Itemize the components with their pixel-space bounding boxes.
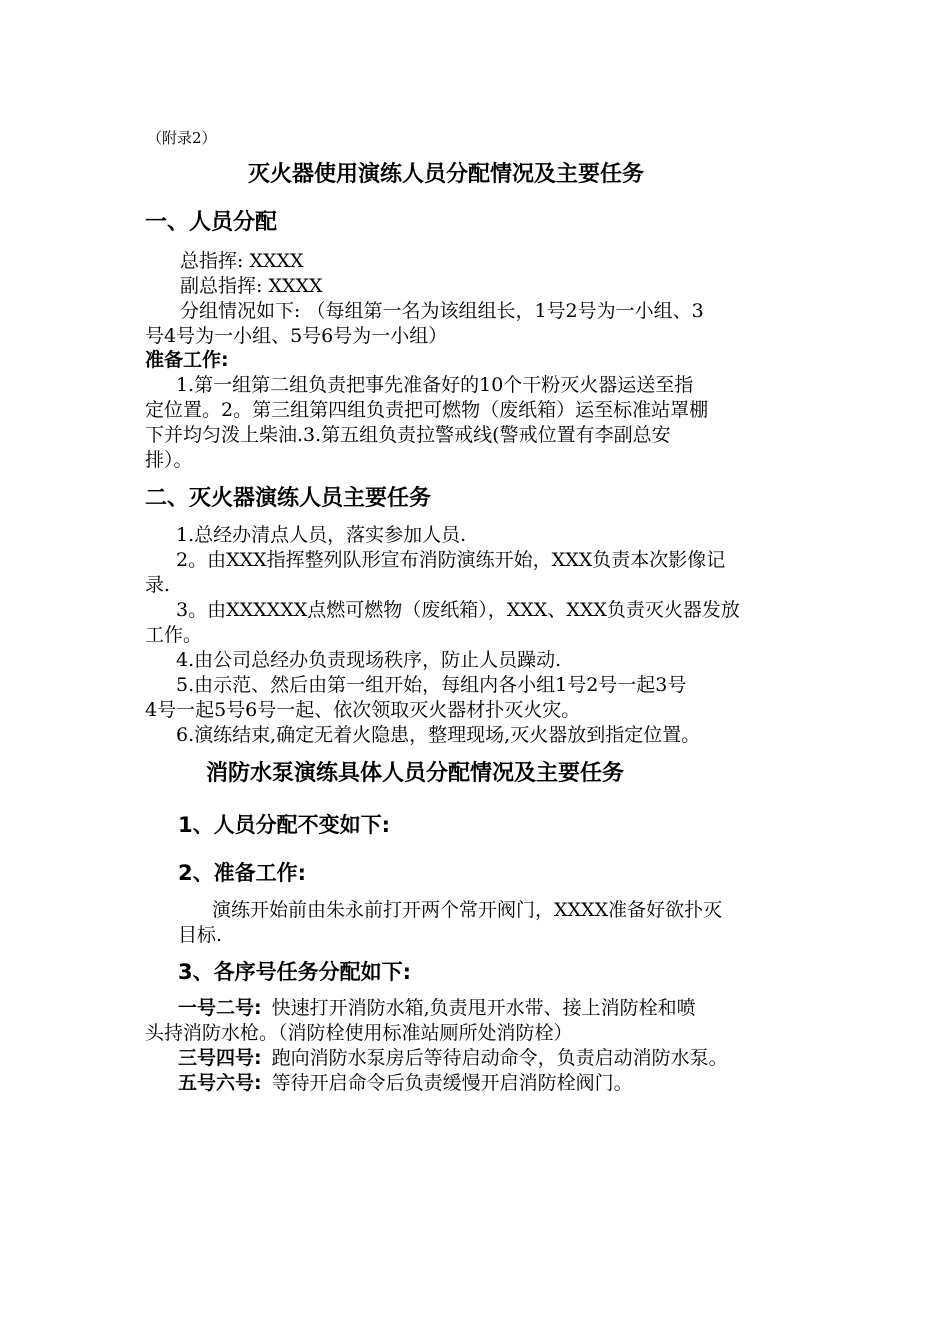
- grouping-line: 分组情况如下: （每组第一名为该组组长，1号2号为一小组、3: [180, 300, 704, 322]
- task-item: 6.演练结束,确定无着火隐患，整理现场,灭火器放到指定位置。: [176, 724, 701, 746]
- vice-commander-line: 副总指挥: XXXX: [180, 275, 323, 297]
- pump-heading-personnel: 1、人员分配不变如下:: [178, 813, 391, 837]
- assignment-text: 跑向消防水泵房后等待启动命令，负责启动消防水泵。: [271, 1047, 728, 1069]
- assignment-label: 三号四号:: [178, 1047, 262, 1069]
- prep-line: 定位置。2。第三组第四组负责把可燃物（废纸箱）运至标准站罩棚: [145, 399, 709, 421]
- pump-prep-line: 目标.: [178, 924, 223, 946]
- task-item: 5.由示范、然后由第一组开始，每组内各小组1号2号一起3号: [176, 674, 687, 696]
- assignment-label: 一号二号:: [178, 997, 262, 1019]
- pump-heading-prep: 2、准备工作:: [178, 861, 307, 885]
- assignment-row: [178, 996, 696, 1020]
- appendix-label: （附录2）: [147, 129, 217, 147]
- section-heading-personnel: 一、人员分配: [145, 210, 278, 235]
- pump-prep-line: 演练开始前由朱永前打开两个常开阀门，XXXX准备好欲扑灭: [212, 899, 723, 921]
- task-item: 录.: [145, 574, 171, 596]
- task-item: 3。由XXXXXX点燃可燃物（废纸箱），XXX、XXX负责灭火器发放: [176, 599, 740, 621]
- task-item: 4号一起5号6号一起、依次领取灭火器材扑灭火灾。: [145, 699, 581, 721]
- assignment-text: 等待开启命令后负责缓慢开启消防栓阀门。: [271, 1072, 633, 1094]
- assignment-text: 头持消防水枪。（消防栓使用标准站厕所处消防栓）: [145, 1022, 573, 1044]
- grouping-line: 号4号为一小组、5号6号为一小组）: [145, 325, 448, 347]
- task-item: 1.总经办清点人员，落实参加人员.: [176, 524, 467, 546]
- assignment-row: [178, 1046, 728, 1070]
- prep-line: 排）。: [145, 449, 193, 471]
- task-item: 2。由XXX指挥整列队形宣布消防演练开始，XXX负责本次影像记: [176, 549, 726, 571]
- commander-line: 总指挥: XXXX: [180, 250, 304, 272]
- assignment-label: 五号六号:: [178, 1072, 262, 1094]
- section-heading-tasks: 二、灭火器演练人员主要任务: [145, 486, 432, 511]
- document-title: 灭火器使用演练人员分配情况及主要任务: [248, 161, 645, 187]
- task-item: 4.由公司总经办负责现场秩序，防止人员躁动.: [176, 649, 562, 671]
- prep-line: 下并均匀泼上柴油.3.第五组负责拉警戒线(警戒位置有李副总安: [145, 424, 671, 446]
- second-title: 消防水泵演练具体人员分配情况及主要任务: [206, 760, 625, 786]
- assignment-text: 快速打开消防水箱,负责甩开水带、接上消防栓和喷: [271, 997, 696, 1019]
- assignment-row: [178, 1071, 633, 1095]
- task-item: 工作。: [145, 624, 203, 646]
- prep-label: 准备工作:: [145, 349, 229, 371]
- prep-line: 1.第一组第二组负责把事先准备好的10个干粉灭火器运送至指: [176, 374, 694, 396]
- pump-heading-assignments: 3、各序号任务分配如下:: [178, 960, 412, 984]
